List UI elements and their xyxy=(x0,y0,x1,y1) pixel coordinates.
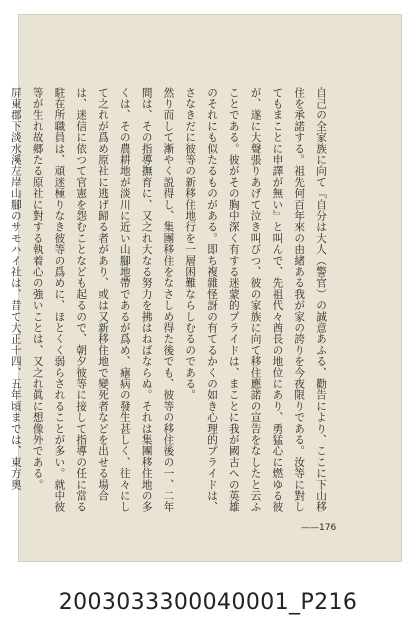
vertical-text-block xyxy=(9,87,331,517)
paragraph: 屏東郡下淡水溪左岸山腳のサモハイ社は、昔て大正十四、五年頃までは、東方奧 xyxy=(9,87,22,491)
page-number-value: 176 xyxy=(319,523,337,533)
book-page xyxy=(9,14,402,562)
image-caption: 2003033300040001_P216 xyxy=(58,590,358,615)
paragraph: 自己の全家族に向て『自分は大人（警官）の誠意あふる、勸告により、ここに下山移住を承諾する。祖先何百年來の由緒ある我が家の誇りを今夜限りである。汝等に對してもまことに申譯が無い』と叫んで、先祖代々酋長の地位にあり、勇猛心に燃ゆる彼が、遂に大聲張りあげて泣き叫びつ、彼の家族に向て移住應諾の宣告をなしたと云ふことである。彼がその胸中深く有する迷蒙的プライドは、まことに我が國古への英雄のそれにも似たるものがある。即ち複雜怪訝の有てるかくの如き心理的プライドは、さなきだに彼等の新移住地行を一層困難ならしむるのである。 xyxy=(184,87,327,513)
page-number: ——176 xyxy=(301,523,337,533)
paragraph: 然り而して漸やく説得し、集團移住をなさしめ得た後でも、彼等の移住後の一、二年間は、その指導撫育に、又之れ大なる努力を拂はねばならぬ。それは集團移住地の多くは、その農耕地が淡川に近い山腳地帶であるが爲め、瘧病の發生甚しく、往々にして之れが爲め原社に逃げ歸る者があり、或は又新移住地で變死者などを出せる場合は、迷信に依つて官憲を怨むことなども起るので、朝夕彼等に接して指導の任に當る駐在所職員は、頑迷極りなき彼等の爲めに、ほとくく弱らされることが多い。就中彼等が生れ故郷たる原社に對する執着心の強いことは、又之れ眞に想像外である。 xyxy=(31,87,175,513)
